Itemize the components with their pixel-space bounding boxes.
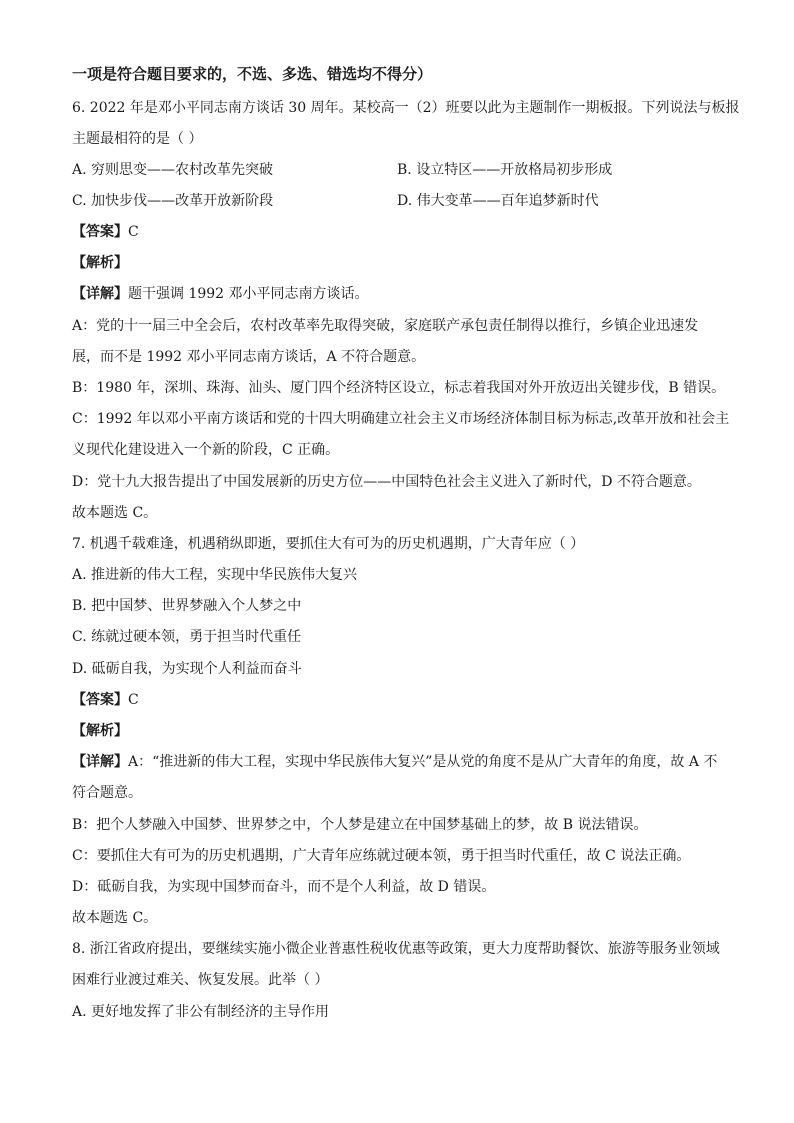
q6-stem-line1: 6. 2022 年是邓小平同志南方谈话 30 周年。某校高一（2）班要以此为主题制作一期板报。下列说法与板报 (72, 100, 740, 116)
q6-option-c: C. 加快步伐——改革开放新阶段 (72, 193, 274, 209)
q7-explain-c-line1: C：要抓住大有可为的历史机遇期，广大青年应练就过硬本领，勇于担当时代重任，故 C 说法正确。 (72, 848, 691, 864)
q6-option-d: D. 伟大变革——百年追梦新时代 (397, 193, 599, 209)
answer-value: C (128, 224, 139, 240)
q6-analysis-tag: 【解析】 (72, 255, 128, 271)
q7-explain-b-line1: B：把个人梦融入中国梦、世界梦之中，个人梦是建立在中国梦基础上的梦，故 B 说法错误。 (72, 817, 648, 833)
q8-stem-line2: 困难行业渡过难关、恢复发展。此举（ ） (72, 972, 329, 988)
q6-detail (72, 284, 369, 304)
q7-explain-a-line1: A：“推进新的伟大工程，实现中华民族伟大复兴”是从党的角度不是从广大青年的角度，故 A 不 (128, 754, 718, 770)
detail-tag: 【详解】 (72, 286, 128, 302)
q6-explain-c-line1: C：1992 年以邓小平南方谈话和党的十四大明确建立社会主义市场经济体制目标为标志,改革开放和社会主 (72, 411, 730, 427)
q7-conclusion: 故本题选 C。 (72, 910, 158, 926)
q6-explain-a-line1: A：党的十一届三中全会后，农村改革率先取得突破，家庭联产承包责任制得以推行，乡镇企业迅速发 (72, 318, 699, 334)
q6-explain-a-line2: 展，而不是 1992 邓小平同志南方谈话，A 不符合题意。 (72, 349, 426, 365)
answer-tag: 【答案】 (72, 224, 128, 240)
detail-tag: 【详解】 (72, 754, 128, 770)
q6-conclusion: 故本题选 C。 (72, 505, 158, 521)
q7-explain-d-line1: D：砥砺自我，为实现中国梦而奋斗，而不是个人利益，故 D 错误。 (72, 879, 496, 895)
q7-option-b: B. 把中国梦、世界梦融入个人梦之中 (72, 598, 302, 614)
detail-intro: 题干强调 1992 邓小平同志南方谈话。 (128, 286, 369, 302)
q6-option-a: A. 穷则思变——农村改革先突破 (72, 162, 274, 178)
section-heading: 一项是符合题目要求的，不选、多选、错选均不得分） (72, 65, 433, 83)
answer-value: C (128, 692, 139, 708)
q7-detail (72, 752, 717, 772)
q7-analysis-tag: 【解析】 (72, 723, 128, 739)
q6-explain-b-line1: B：1980 年，深圳、珠海、汕头、厦门四个经济特区设立，标志着我国对外开放迈出关键步伐，B 错误。 (72, 380, 726, 396)
q7-option-c: C. 练就过硬本领，勇于担当时代重任 (72, 629, 302, 645)
answer-tag: 【答案】 (72, 692, 128, 708)
q7-answer (72, 690, 139, 710)
q6-option-b: B. 设立特区——开放格局初步形成 (397, 162, 613, 178)
q7-option-d: D. 砥砺自我，为实现个人利益而奋斗 (72, 661, 302, 677)
q8-option-a: A. 更好地发挥了非公有制经济的主导作用 (72, 1004, 330, 1020)
q6-explain-c-line2: 义现代化建设进入一个新的阶段，C 正确。 (72, 442, 340, 458)
q6-answer (72, 222, 139, 242)
q6-explain-d-line1: D：党十九大报告提出了中国发展新的历史方位——中国特色社会主义进入了新时代，D 不符合题意。 (72, 474, 701, 490)
q7-option-a: A. 推进新的伟大工程，实现中华民族伟大复兴 (72, 567, 358, 583)
q7-explain-a-line2: 符合题意。 (72, 785, 142, 801)
q8-stem-line1: 8. 浙江省政府提出，要继续实施小微企业普惠性税收优惠等政策，更大力度帮助餐饮、旅游等服务业领域 (72, 941, 720, 957)
q6-stem-line2: 主题最相符的是（ ） (72, 131, 203, 147)
q7-stem-line1: 7. 机遇千载难逢，机遇稍纵即逝，要抓住大有可为的历史机遇期，广大青年应（ ） (72, 536, 585, 552)
